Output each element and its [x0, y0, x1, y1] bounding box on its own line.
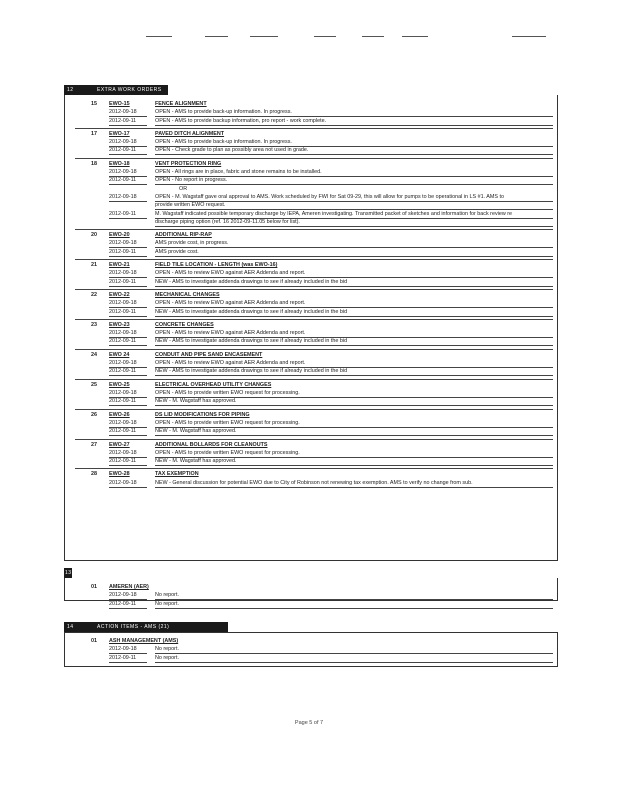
- status-row: [109, 309, 553, 317]
- status-row: [109, 398, 553, 406]
- row-rule: [109, 487, 147, 488]
- status-row: [109, 360, 553, 368]
- item-divider: [75, 289, 553, 290]
- status-date: 2012-09-18: [109, 419, 137, 426]
- item-title: FENCE ALIGNMENT: [155, 101, 207, 107]
- status-row: [109, 646, 553, 654]
- ewo-code: EWO-20: [109, 232, 130, 239]
- status-text: M. Wagstaff indicated possible temporary discharge by IEPA, Ameren investigating. Transmitted packet of sketches and information for back review re: [155, 210, 513, 217]
- item-title: ASH MANAGEMENT (AMS): [109, 638, 179, 644]
- item-divider: [75, 259, 553, 260]
- item-title: DS LID MODIFICATIONS FOR PIPING: [155, 411, 250, 418]
- ewo-code: EWO-26: [109, 411, 130, 418]
- status-date: 2012-09-11: [109, 368, 137, 375]
- status-text: OPEN - AMS to review EWO against AER Addenda and report.: [155, 360, 306, 367]
- status-date: 2012-09-11: [109, 600, 137, 607]
- item-title: AMEREN (AER): [109, 584, 149, 590]
- status-text: No report.: [155, 600, 179, 607]
- status-row: [109, 368, 553, 376]
- status-row: [109, 428, 553, 436]
- row-rule: [155, 256, 553, 257]
- status-date: 2012-09-11: [109, 458, 137, 465]
- item-number: 26: [91, 411, 97, 418]
- header-rule: [250, 36, 278, 37]
- status-row: [109, 390, 553, 398]
- status-date: 2012-09-11: [109, 338, 137, 345]
- status-text: NEW - M. Wagstaff has approved.: [155, 398, 237, 405]
- header-rule: [314, 36, 336, 37]
- item-title: PAVED DITCH ALIGNMENT: [155, 130, 225, 137]
- status-date: 2012-09-11: [109, 177, 137, 184]
- status-row: [109, 655, 553, 663]
- status-date: 2012-09-11: [109, 428, 137, 435]
- item-divider: [75, 468, 553, 469]
- status-text: OPEN - AMS to provide written EWO request for processing.: [155, 449, 300, 456]
- item-title: ADDITIONAL BOLLARDS FOR CLEANOUTS: [155, 441, 268, 448]
- section-body-13: [64, 578, 558, 607]
- row-rule: [155, 375, 553, 376]
- status-text: No report.: [155, 646, 179, 653]
- item-divider: [75, 439, 553, 440]
- row-rule: [155, 125, 553, 126]
- row-rule: [109, 608, 147, 609]
- status-text: AMS provide cost, in progress.: [155, 240, 229, 247]
- item-divider: [75, 319, 553, 320]
- row-rule: [109, 345, 147, 346]
- item-number: 22: [91, 292, 97, 298]
- row-rule: [155, 487, 553, 488]
- item-divider: [75, 229, 553, 230]
- header-rule: [362, 36, 384, 37]
- status-text: OR: [179, 185, 188, 192]
- status-text: OPEN - AMS to review EWO against AER Addenda and report.: [155, 270, 306, 277]
- status-date: 2012-09-18: [109, 592, 137, 599]
- status-text: OPEN - AMS to review EWO against AER Addenda and report.: [155, 300, 306, 307]
- item-number: 21: [91, 262, 97, 269]
- item-number: 28: [91, 471, 97, 478]
- status-row: [109, 330, 553, 338]
- section-header-14: [64, 622, 228, 632]
- header-rule: [205, 36, 228, 37]
- ewo-code: EWO-23: [109, 321, 130, 328]
- status-row: [109, 211, 553, 219]
- status-text: OPEN - AMS to provide written EWO request for processing.: [155, 419, 300, 426]
- status-date: 2012-09-18: [109, 330, 137, 337]
- status-text: OPEN - AMS to provide back-up information. In progress.: [155, 109, 292, 116]
- status-text: OPEN - M. Wagstaff gave oral approval to AMS. Work scheduled by FWI for Sat 09-29, this will allow for pumps to be operational in LS #1. AMS to: [155, 193, 504, 200]
- status-row: [109, 219, 553, 227]
- status-text: NEW - M. Wagstaff has approved.: [155, 458, 237, 465]
- item-divider: [75, 128, 553, 129]
- status-row: [109, 450, 553, 458]
- section-body-12: [64, 95, 558, 561]
- status-text: OPEN - AMS to review EWO against AER Addenda and report.: [155, 330, 306, 337]
- status-date: 2012-09-18: [109, 139, 137, 146]
- item-number: 18: [91, 160, 97, 167]
- ewo-code: EWO-25: [109, 381, 130, 388]
- status-text: OPEN - Check grade to plan as possibly area not used in grade.: [155, 147, 309, 154]
- ewo-code: EWO-22: [109, 292, 130, 298]
- item-number: 01: [91, 584, 97, 590]
- item-number: 27: [91, 441, 97, 448]
- status-date: 2012-09-18: [109, 449, 137, 456]
- row-rule: [155, 154, 553, 155]
- section-top-rule: [65, 632, 557, 633]
- item-title: VENT PROTECTION RING: [155, 160, 222, 167]
- item-title: TAX EXEMPTION: [155, 471, 199, 478]
- section-number: 13: [65, 570, 72, 576]
- row-rule: [109, 662, 147, 663]
- row-rule: [109, 154, 147, 155]
- status-text: provide written EWO request.: [155, 202, 226, 209]
- row-rule: [155, 286, 553, 287]
- ewo-code: EWO-15: [109, 101, 130, 107]
- row-rule: [155, 405, 553, 406]
- ewo-code: EWO-21: [109, 262, 130, 269]
- status-row: [109, 169, 553, 177]
- item-divider: [75, 349, 553, 350]
- status-row: [109, 270, 553, 278]
- ewo-code: EWO 24: [109, 351, 130, 358]
- row-rule: [109, 125, 147, 126]
- ewo-code: EWO-18: [109, 160, 130, 167]
- header-rule: [146, 36, 172, 37]
- status-row: [109, 118, 553, 126]
- item-title: ADDITIONAL RIP-RAP: [155, 232, 212, 239]
- page-number: Page 5 of 7: [294, 720, 324, 726]
- status-date: 2012-09-11: [109, 117, 137, 124]
- status-text: AMS provide cost.: [155, 248, 199, 255]
- item-number: 20: [91, 232, 97, 239]
- status-row: [109, 194, 553, 202]
- row-rule: [155, 465, 553, 466]
- status-row: [109, 458, 553, 466]
- header-rule: [512, 36, 546, 37]
- status-text: NEW - AMS to investigate addenda drawings to see if already included in the bid: [155, 338, 348, 345]
- status-text: NEW - AMS to investigate addenda drawings to see if already included in the bid: [155, 278, 348, 285]
- ewo-code: EWO-17: [109, 130, 130, 137]
- item-divider: [75, 409, 553, 410]
- status-row: [109, 420, 553, 428]
- status-date: 2012-09-18: [109, 240, 137, 247]
- status-date: 2012-09-18: [109, 109, 137, 116]
- status-date: 2012-09-18: [109, 270, 137, 277]
- item-number: 17: [91, 130, 97, 137]
- status-date: 2012-09-18: [109, 479, 137, 486]
- section-header-13: [64, 568, 72, 578]
- status-row: [109, 147, 553, 155]
- status-text: NEW - M. Wagstaff has approved.: [155, 428, 237, 435]
- status-date: 2012-09-18: [109, 360, 137, 367]
- status-row: [109, 279, 553, 287]
- status-date: 2012-09-18: [109, 389, 137, 396]
- status-text: NEW - AMS to investigate addenda drawings to see if already included in the bid: [155, 368, 348, 375]
- item-title: CONDUIT AND PIPE SAND ENCASEMENT: [155, 351, 263, 358]
- ewo-code: EWO-28: [109, 471, 130, 478]
- ewo-code: EWO-27: [109, 441, 130, 448]
- status-date: 2012-09-11: [109, 308, 137, 315]
- row-rule: [109, 316, 147, 317]
- section-body-14: [64, 632, 558, 667]
- status-text: OPEN - AMS to provide back-up information. In progress.: [155, 139, 292, 146]
- row-rule: [109, 375, 147, 376]
- item-title: FIELD TILE LOCATION - LENGTH (was EWO-16): [155, 262, 278, 269]
- row-rule: [109, 435, 147, 436]
- status-row: [109, 592, 553, 600]
- item-title: MECHANICAL CHANGES: [155, 292, 220, 298]
- status-date: 2012-09-11: [109, 398, 137, 405]
- status-text: No report.: [155, 654, 179, 661]
- status-text: OPEN - No report in progress.: [155, 177, 228, 184]
- status-row: [109, 240, 553, 248]
- item-number: 25: [91, 381, 97, 388]
- item-number: 23: [91, 321, 97, 328]
- status-row: [109, 186, 553, 194]
- item-number: 24: [91, 351, 97, 358]
- status-date: 2012-09-11: [109, 278, 137, 285]
- status-row: [109, 109, 553, 117]
- status-text: OPEN - All rings are in place, fabric and stone remains to be installed.: [155, 169, 322, 176]
- row-rule: [155, 662, 553, 663]
- row-rule: [109, 286, 147, 287]
- status-row: [109, 177, 553, 185]
- row-rule: [109, 465, 147, 466]
- section-title: ACTION ITEMS - AMS (21): [97, 624, 170, 630]
- section-header-12: [64, 85, 168, 95]
- header-rule: [402, 36, 428, 37]
- status-row: [109, 249, 553, 257]
- status-text: OPEN - AMS to provide written EWO request for processing.: [155, 389, 300, 396]
- item-divider: [75, 379, 553, 380]
- status-row: [109, 300, 553, 308]
- status-row: [109, 202, 553, 210]
- status-date: 2012-09-11: [109, 248, 137, 255]
- status-row: [109, 480, 553, 488]
- status-row: [109, 601, 553, 609]
- status-date: 2012-09-18: [109, 169, 137, 176]
- status-date: 2012-09-11: [109, 147, 137, 154]
- item-number: 15: [91, 101, 97, 107]
- status-text: discharge piping option (ref. 16 2012-09-11.05 below for list).: [155, 218, 300, 225]
- row-rule: [109, 405, 147, 406]
- status-row: [109, 139, 553, 147]
- status-date: 2012-09-11: [109, 210, 137, 217]
- item-divider: [75, 158, 553, 159]
- status-text: OPEN - AMS to provide backup information, pro report - work complete.: [155, 117, 327, 124]
- status-row: [109, 338, 553, 346]
- item-title: CONCRETE CHANGES: [155, 321, 214, 328]
- item-title: ELECTRICAL OVERHEAD UTILITY CHANGES: [155, 381, 272, 388]
- status-date: 2012-09-18: [109, 300, 137, 307]
- row-rule: [155, 226, 553, 227]
- status-date: 2012-09-18: [109, 646, 137, 653]
- section-number: 12: [67, 87, 74, 93]
- row-rule: [155, 608, 553, 609]
- status-text: NEW - AMS to investigate addenda drawings to see if already included in the bid: [155, 308, 348, 315]
- row-rule: [155, 435, 553, 436]
- row-rule: [155, 345, 553, 346]
- status-date: 2012-09-18: [109, 193, 137, 200]
- row-rule: [155, 316, 553, 317]
- section-number: 14: [67, 624, 74, 630]
- status-text: NEW - General discussion for potential EWO due to City of Robinson not renewing tax exemption. AMS to verify no change from sub.: [155, 479, 473, 486]
- status-text: No report.: [155, 592, 179, 599]
- section-title: EXTRA WORK ORDERS: [97, 87, 162, 93]
- item-number: 01: [91, 638, 97, 644]
- status-date: 2012-09-11: [109, 654, 137, 661]
- row-rule: [109, 256, 147, 257]
